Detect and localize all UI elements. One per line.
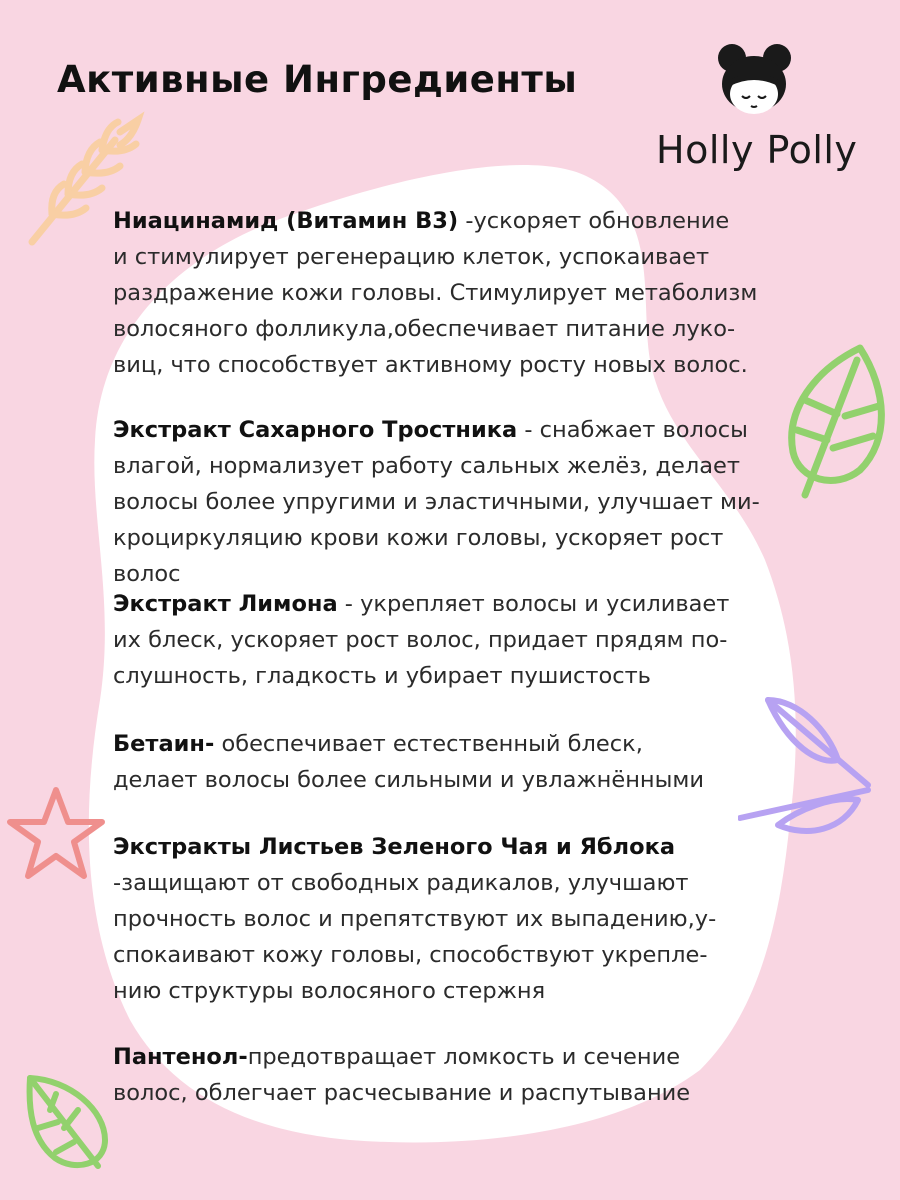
ingredient-text: и стимулирует регенерацию клеток, успокаивает [113,244,710,270]
ingredient-text: -ускоряет обновление [458,208,730,234]
brand-name: Holly Polly [656,128,858,172]
ingredient-name: Бетаин- [113,731,215,757]
ingredient-text: волосяного фолликула,обеспечивает питание луко- [113,316,736,342]
ingredient-name: Пантенол- [113,1044,248,1070]
ingredient-text: -защищают от свободных радикалов, улучшают [113,870,689,896]
ingredient-text: прочность волос и препятствуют их выпадению,у- [113,906,717,932]
ingredient-text: слушность, гладкость и убирает пушистость [113,663,651,689]
ingredient-text: нию структуры волосяного стержня [113,978,546,1004]
ingredient-text: - укрепляет волосы и усиливает [337,591,730,617]
ingredient-text: предотвращает ломкость и сечение [247,1044,681,1070]
leaf-icon [775,340,895,500]
ingredient-name: Экстракт Сахарного Тростника [113,417,518,443]
ingredient-name: Экстракт Лимона [113,591,338,617]
page-title: Активные Ингредиенты [57,58,578,101]
ingredient-text: - снабжает волосы [517,417,748,443]
ingredient-sugarcane [113,412,793,592]
ingredient-text: виц, что способствует активному росту новых волос. [113,352,748,378]
leaf-icon [20,1070,120,1180]
ingredient-name: Ниацинамид (Витамин В3) [113,208,459,234]
ingredient-text: кроциркуляцию крови кожи головы, ускоряет рост волос [113,525,724,587]
ingredient-name: Экстракты Листьев Зеленого Чая и Яблока [113,834,676,860]
ingredient-text: делает волосы более сильными и увлажнёнными [113,767,704,793]
ingredient-text: их блеск, ускоряет рост волос, придает прядям по- [113,627,728,653]
ingredient-lemon [113,586,793,694]
star-icon [2,782,110,890]
ingredient-betaine [113,726,793,798]
ingredient-text: волос, облегчает расчесывание и распутывание [113,1080,691,1106]
ingredient-text: обеспечивает естественный блеск, [214,731,643,757]
ingredient-panthenol [113,1039,793,1111]
ingredient-text: раздражение кожи головы. Стимулирует метаболизм [113,280,758,306]
ingredient-text: волосы более упругими и эластичными, улучшает ми- [113,489,760,515]
ingredient-green-tea-apple [113,829,793,1009]
ingredient-niacinamide [113,203,793,383]
ingredient-text: спокаивают кожу головы, способствуют укрепле- [113,942,708,968]
ingredient-text: влагой, нормализует работу сальных желёз, делает [113,453,741,479]
